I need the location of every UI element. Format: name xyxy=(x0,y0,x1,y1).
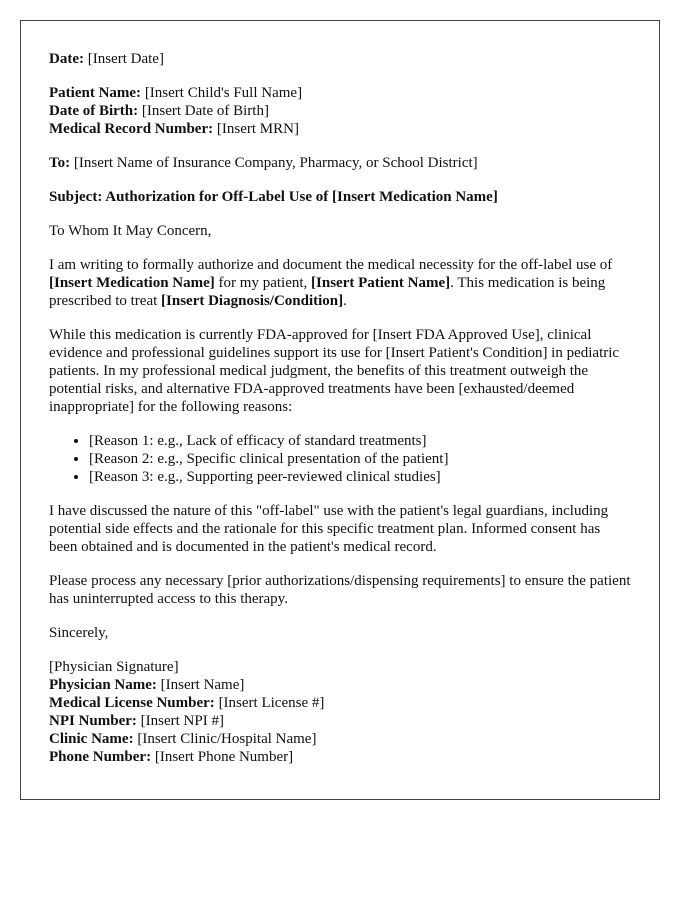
para1-text-1: I am writing to formally authorize and document the medical necessity for the off-label use of xyxy=(49,257,613,273)
recipient-label: To: xyxy=(49,155,71,171)
phone-line xyxy=(49,748,631,766)
clinic-value: [Insert Clinic/Hospital Name] xyxy=(133,731,317,747)
reasons-list xyxy=(49,432,631,486)
closing: Sincerely, xyxy=(49,625,109,641)
dob-line xyxy=(49,102,631,120)
salutation: To Whom It May Concern, xyxy=(49,223,212,239)
paragraph-justification: While this medication is currently FDA-approved for [Insert FDA Approved Use], clinical evidence and professional guidelines support its use for [Insert Patient's Condition] in pediatric patients. In my professional medical judgment, the benefits of this treatment outweigh the potential risks, and alternative FDA-approved treatments have been [exhausted/deemed inappropriate] for the following reasons: xyxy=(49,327,620,415)
patient-name-value: [Insert Child's Full Name] xyxy=(141,85,303,101)
date-label: Date: xyxy=(49,51,84,67)
mrn-line xyxy=(49,120,631,138)
para1-text-2: for my patient, xyxy=(214,275,312,291)
para1-diagnosis: [Insert Diagnosis/Condition] xyxy=(161,293,344,309)
letter-document xyxy=(20,20,660,800)
npi-label: NPI Number: xyxy=(49,713,137,729)
license-value: [Insert License #] xyxy=(214,695,325,711)
paragraph-authorization xyxy=(49,256,631,310)
license-label: Medical License Number: xyxy=(49,695,215,711)
physician-name-line xyxy=(49,676,631,694)
para1-text-3: . This medication is being prescribed to treat xyxy=(49,275,606,309)
date-value: [Insert Date] xyxy=(83,51,164,67)
reason-item: • [Reason 3: e.g., Supporting peer-reviewed clinical studies] xyxy=(89,468,631,486)
clinic-label: Clinic Name: xyxy=(49,731,134,747)
reason-item: • [Reason 1: e.g., Lack of efficacy of standard treatments] xyxy=(89,432,631,450)
clinic-line xyxy=(49,730,631,748)
paragraph-request: Please process any necessary [prior authorizations/dispensing requirements] to ensure the patient has uninterrupted access to this therapy. xyxy=(49,573,631,607)
signature-block xyxy=(49,658,631,766)
para1-patient: [Insert Patient Name] xyxy=(311,275,451,291)
physician-name-value: [Insert Name] xyxy=(156,677,245,693)
subject-line xyxy=(49,188,631,206)
date-line xyxy=(49,50,631,68)
para1-text-4: . xyxy=(343,293,347,309)
physician-signature: [Physician Signature] xyxy=(49,659,179,675)
recipient-value: [Insert Name of Insurance Company, Pharmacy, or School District] xyxy=(70,155,478,171)
patient-name-label: Patient Name: xyxy=(49,85,142,101)
para1-medication: [Insert Medication Name] xyxy=(49,275,215,291)
dob-label: Date of Birth: xyxy=(49,103,139,119)
npi-line xyxy=(49,712,631,730)
npi-value: [Insert NPI #] xyxy=(136,713,224,729)
license-line xyxy=(49,694,631,712)
phone-label: Phone Number: xyxy=(49,749,152,765)
subject-text: Subject: Authorization for Off-Label Use of [Insert Medication Name] xyxy=(49,189,498,205)
phone-value: [Insert Phone Number] xyxy=(151,749,294,765)
reason-item: • [Reason 2: e.g., Specific clinical presentation of the patient] xyxy=(89,450,631,468)
paragraph-consent: I have discussed the nature of this "off-label" use with the patient's legal guardians, including potential side effects and the rationale for this specific treatment plan. Informed consent has been obtained and is documented in the patient's medical record. xyxy=(49,503,609,555)
physician-name-label: Physician Name: xyxy=(49,677,157,693)
mrn-value: [Insert MRN] xyxy=(213,121,299,137)
patient-name-line xyxy=(49,84,631,102)
recipient-line xyxy=(49,154,631,172)
patient-info-block xyxy=(49,84,631,138)
mrn-label: Medical Record Number: xyxy=(49,121,214,137)
dob-value: [Insert Date of Birth] xyxy=(138,103,269,119)
